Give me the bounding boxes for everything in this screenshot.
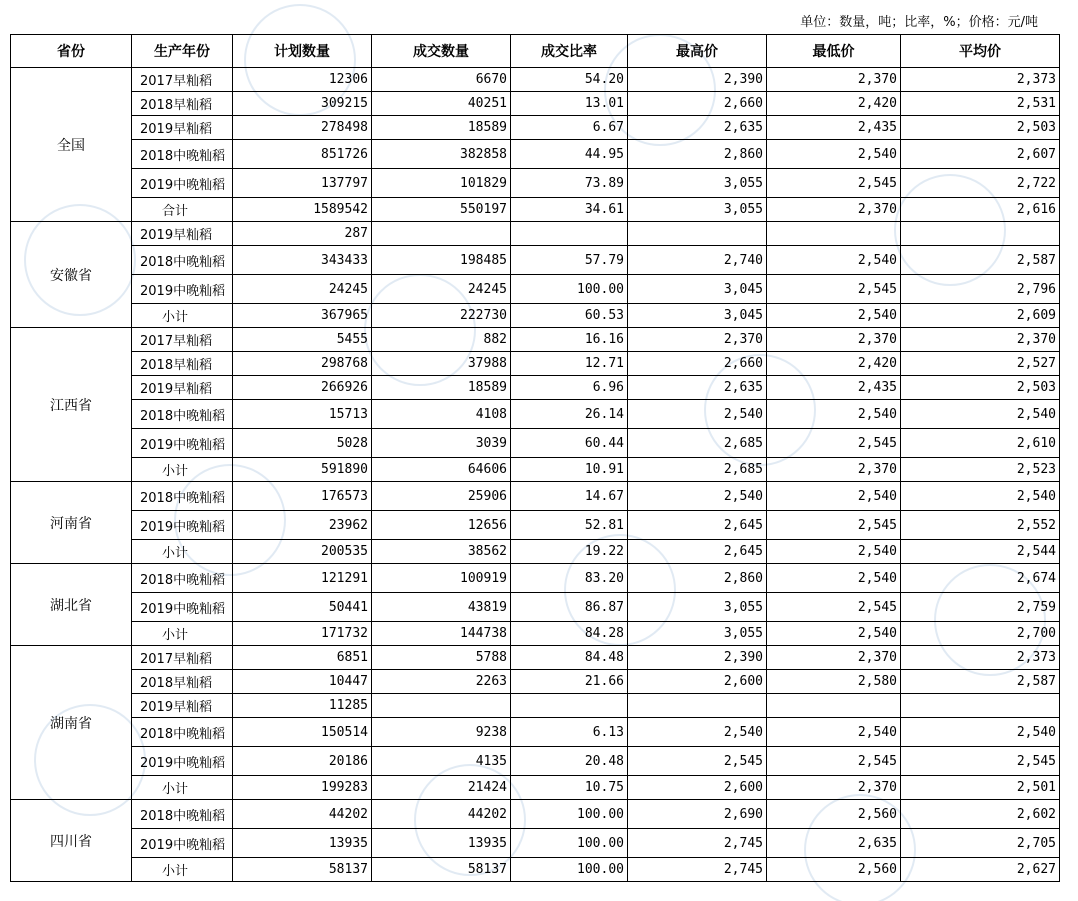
province-cell: 四川省: [11, 800, 132, 882]
highest-price-cell: 3,045: [628, 304, 767, 328]
deal-quantity-cell: 101829: [372, 169, 511, 198]
production-year-cell: 2019中晚籼稻: [132, 169, 233, 198]
lowest-price-cell: 2,540: [767, 304, 901, 328]
province-cell: 安徽省: [11, 222, 132, 328]
highest-price-cell: 2,390: [628, 68, 767, 92]
planned-quantity-cell: 24245: [233, 275, 372, 304]
highest-price-cell: 3,055: [628, 169, 767, 198]
planned-quantity-cell: 58137: [233, 858, 372, 882]
deal-quantity-cell: 58137: [372, 858, 511, 882]
unit-note: 单位：数量，吨；比率，%；价格：元/吨: [800, 15, 1038, 30]
table-row: [11, 116, 1060, 140]
deal-quantity-cell: 12656: [372, 511, 511, 540]
production-year-cell: 小计: [132, 540, 233, 564]
deal-ratio-cell: 100.00: [511, 800, 628, 829]
deal-ratio-cell: 84.48: [511, 646, 628, 670]
planned-quantity-cell: 23962: [233, 511, 372, 540]
table-row: [11, 646, 1060, 670]
highest-price-cell: 2,545: [628, 747, 767, 776]
lowest-price-cell: 2,580: [767, 670, 901, 694]
average-price-cell: 2,796: [901, 275, 1060, 304]
deal-quantity-cell: 5788: [372, 646, 511, 670]
planned-quantity-cell: 12306: [233, 68, 372, 92]
planned-quantity-cell: 6851: [233, 646, 372, 670]
average-price-cell: 2,503: [901, 376, 1060, 400]
planned-quantity-cell: 298768: [233, 352, 372, 376]
production-year-cell: 2018中晚籼稻: [132, 246, 233, 275]
planned-quantity-cell: 171732: [233, 622, 372, 646]
highest-price-cell: 3,055: [628, 593, 767, 622]
subtotal-row: [11, 540, 1060, 564]
deal-ratio-cell: 16.16: [511, 328, 628, 352]
average-price-cell: 2,610: [901, 429, 1060, 458]
auction-results-table: [10, 34, 1060, 882]
deal-ratio-cell: 86.87: [511, 593, 628, 622]
header-deal-ratio: 成交比率: [511, 35, 628, 68]
average-price-cell: [901, 694, 1060, 718]
subtotal-row: [11, 458, 1060, 482]
lowest-price-cell: 2,540: [767, 140, 901, 169]
deal-quantity-cell: 144738: [372, 622, 511, 646]
production-year-cell: 2018中晚籼稻: [132, 800, 233, 829]
lowest-price-cell: [767, 694, 901, 718]
production-year-cell: 2017早籼稻: [132, 328, 233, 352]
table-row: [11, 92, 1060, 116]
highest-price-cell: 2,645: [628, 511, 767, 540]
lowest-price-cell: 2,540: [767, 246, 901, 275]
average-price-cell: 2,545: [901, 747, 1060, 776]
lowest-price-cell: 2,540: [767, 482, 901, 511]
header-production-year: 生产年份: [132, 35, 233, 68]
production-year-cell: 2018早籼稻: [132, 352, 233, 376]
average-price-cell: 2,705: [901, 829, 1060, 858]
table-row: [11, 328, 1060, 352]
table-row: [11, 169, 1060, 198]
deal-ratio-cell: 34.61: [511, 198, 628, 222]
average-price-cell: 2,540: [901, 482, 1060, 511]
production-year-cell: 2019早籼稻: [132, 694, 233, 718]
highest-price-cell: 2,740: [628, 246, 767, 275]
table-row: [11, 593, 1060, 622]
deal-ratio-cell: 44.95: [511, 140, 628, 169]
lowest-price-cell: 2,420: [767, 352, 901, 376]
planned-quantity-cell: 5028: [233, 429, 372, 458]
average-price-cell: 2,540: [901, 718, 1060, 747]
lowest-price-cell: 2,435: [767, 376, 901, 400]
table-row: [11, 376, 1060, 400]
deal-quantity-cell: 18589: [372, 116, 511, 140]
lowest-price-cell: 2,545: [767, 747, 901, 776]
average-price-cell: 2,501: [901, 776, 1060, 800]
header-province: 省份: [11, 35, 132, 68]
average-price-cell: 2,540: [901, 400, 1060, 429]
planned-quantity-cell: 10447: [233, 670, 372, 694]
average-price-cell: 2,552: [901, 511, 1060, 540]
production-year-cell: 2018早籼稻: [132, 670, 233, 694]
province-cell: 湖南省: [11, 646, 132, 800]
lowest-price-cell: 2,370: [767, 646, 901, 670]
average-price-cell: 2,674: [901, 564, 1060, 593]
production-year-cell: 2019中晚籼稻: [132, 275, 233, 304]
deal-ratio-cell: 100.00: [511, 858, 628, 882]
highest-price-cell: 2,540: [628, 482, 767, 511]
lowest-price-cell: 2,370: [767, 328, 901, 352]
deal-quantity-cell: 882: [372, 328, 511, 352]
planned-quantity-cell: 591890: [233, 458, 372, 482]
lowest-price-cell: 2,540: [767, 540, 901, 564]
production-year-cell: 2019早籼稻: [132, 376, 233, 400]
production-year-cell: 合计: [132, 198, 233, 222]
deal-quantity-cell: 4108: [372, 400, 511, 429]
deal-ratio-cell: 100.00: [511, 829, 628, 858]
deal-quantity-cell: [372, 694, 511, 718]
deal-ratio-cell: 14.67: [511, 482, 628, 511]
planned-quantity-cell: 200535: [233, 540, 372, 564]
highest-price-cell: 2,685: [628, 429, 767, 458]
production-year-cell: 2018中晚籼稻: [132, 564, 233, 593]
header-highest-price: 最高价: [628, 35, 767, 68]
deal-quantity-cell: [372, 222, 511, 246]
highest-price-cell: 2,860: [628, 564, 767, 593]
average-price-cell: 2,527: [901, 352, 1060, 376]
lowest-price-cell: 2,560: [767, 800, 901, 829]
planned-quantity-cell: 309215: [233, 92, 372, 116]
highest-price-cell: 2,660: [628, 92, 767, 116]
production-year-cell: 2017早籼稻: [132, 646, 233, 670]
deal-ratio-cell: 84.28: [511, 622, 628, 646]
highest-price-cell: 2,645: [628, 540, 767, 564]
average-price-cell: 2,759: [901, 593, 1060, 622]
average-price-cell: 2,607: [901, 140, 1060, 169]
deal-quantity-cell: 40251: [372, 92, 511, 116]
production-year-cell: 2019中晚籼稻: [132, 593, 233, 622]
average-price-cell: 2,373: [901, 68, 1060, 92]
lowest-price-cell: 2,540: [767, 400, 901, 429]
deal-quantity-cell: 100919: [372, 564, 511, 593]
planned-quantity-cell: 44202: [233, 800, 372, 829]
planned-quantity-cell: 851726: [233, 140, 372, 169]
lowest-price-cell: 2,540: [767, 718, 901, 747]
planned-quantity-cell: 1589542: [233, 198, 372, 222]
deal-quantity-cell: 6670: [372, 68, 511, 92]
highest-price-cell: [628, 694, 767, 718]
deal-ratio-cell: 6.67: [511, 116, 628, 140]
production-year-cell: 2017早籼稻: [132, 68, 233, 92]
deal-quantity-cell: 3039: [372, 429, 511, 458]
lowest-price-cell: 2,435: [767, 116, 901, 140]
deal-quantity-cell: 382858: [372, 140, 511, 169]
average-price-cell: [901, 222, 1060, 246]
production-year-cell: 2018中晚籼稻: [132, 718, 233, 747]
deal-ratio-cell: 6.13: [511, 718, 628, 747]
planned-quantity-cell: 176573: [233, 482, 372, 511]
lowest-price-cell: 2,545: [767, 169, 901, 198]
lowest-price-cell: 2,370: [767, 198, 901, 222]
production-year-cell: 2019早籼稻: [132, 222, 233, 246]
subtotal-row: [11, 858, 1060, 882]
deal-ratio-cell: 83.20: [511, 564, 628, 593]
deal-quantity-cell: 24245: [372, 275, 511, 304]
table-row: [11, 829, 1060, 858]
deal-quantity-cell: 222730: [372, 304, 511, 328]
header-deal-quantity: 成交数量: [372, 35, 511, 68]
highest-price-cell: 2,690: [628, 800, 767, 829]
province-cell: 河南省: [11, 482, 132, 564]
lowest-price-cell: 2,540: [767, 564, 901, 593]
planned-quantity-cell: 287: [233, 222, 372, 246]
province-cell: 湖北省: [11, 564, 132, 646]
deal-ratio-cell: 60.53: [511, 304, 628, 328]
average-price-cell: 2,544: [901, 540, 1060, 564]
deal-ratio-cell: 21.66: [511, 670, 628, 694]
deal-ratio-cell: 19.22: [511, 540, 628, 564]
production-year-cell: 2019中晚籼稻: [132, 429, 233, 458]
deal-ratio-cell: 10.75: [511, 776, 628, 800]
highest-price-cell: 2,540: [628, 400, 767, 429]
average-price-cell: 2,616: [901, 198, 1060, 222]
table-row: [11, 352, 1060, 376]
table-row: [11, 482, 1060, 511]
deal-ratio-cell: 57.79: [511, 246, 628, 275]
average-price-cell: 2,531: [901, 92, 1060, 116]
highest-price-cell: 3,045: [628, 275, 767, 304]
production-year-cell: 2019中晚籼稻: [132, 829, 233, 858]
deal-quantity-cell: 64606: [372, 458, 511, 482]
lowest-price-cell: [767, 222, 901, 246]
planned-quantity-cell: 11285: [233, 694, 372, 718]
lowest-price-cell: 2,370: [767, 458, 901, 482]
lowest-price-cell: 2,545: [767, 275, 901, 304]
production-year-cell: 2018中晚籼稻: [132, 400, 233, 429]
planned-quantity-cell: 5455: [233, 328, 372, 352]
subtotal-row: [11, 198, 1060, 222]
lowest-price-cell: 2,370: [767, 68, 901, 92]
deal-ratio-cell: 10.91: [511, 458, 628, 482]
deal-quantity-cell: 38562: [372, 540, 511, 564]
highest-price-cell: 2,660: [628, 352, 767, 376]
subtotal-row: [11, 776, 1060, 800]
highest-price-cell: 2,860: [628, 140, 767, 169]
deal-quantity-cell: 550197: [372, 198, 511, 222]
production-year-cell: 2018早籼稻: [132, 92, 233, 116]
production-year-cell: 小计: [132, 776, 233, 800]
header-lowest-price: 最低价: [767, 35, 901, 68]
deal-quantity-cell: 43819: [372, 593, 511, 622]
table-row: [11, 694, 1060, 718]
production-year-cell: 小计: [132, 458, 233, 482]
highest-price-cell: 3,055: [628, 198, 767, 222]
deal-quantity-cell: 18589: [372, 376, 511, 400]
average-price-cell: 2,602: [901, 800, 1060, 829]
average-price-cell: 2,587: [901, 670, 1060, 694]
planned-quantity-cell: 199283: [233, 776, 372, 800]
table-row: [11, 800, 1060, 829]
deal-ratio-cell: 6.96: [511, 376, 628, 400]
deal-quantity-cell: 198485: [372, 246, 511, 275]
production-year-cell: 2019中晚籼稻: [132, 747, 233, 776]
lowest-price-cell: 2,560: [767, 858, 901, 882]
highest-price-cell: 2,370: [628, 328, 767, 352]
deal-ratio-cell: 100.00: [511, 275, 628, 304]
deal-ratio-cell: 60.44: [511, 429, 628, 458]
deal-quantity-cell: 44202: [372, 800, 511, 829]
production-year-cell: 小计: [132, 622, 233, 646]
deal-ratio-cell: 13.01: [511, 92, 628, 116]
planned-quantity-cell: 20186: [233, 747, 372, 776]
deal-quantity-cell: 4135: [372, 747, 511, 776]
average-price-cell: 2,700: [901, 622, 1060, 646]
average-price-cell: 2,503: [901, 116, 1060, 140]
production-year-cell: 2018中晚籼稻: [132, 482, 233, 511]
planned-quantity-cell: 367965: [233, 304, 372, 328]
deal-ratio-cell: 12.71: [511, 352, 628, 376]
table-row: [11, 511, 1060, 540]
table-row: [11, 718, 1060, 747]
average-price-cell: 2,609: [901, 304, 1060, 328]
deal-quantity-cell: 13935: [372, 829, 511, 858]
average-price-cell: 2,523: [901, 458, 1060, 482]
planned-quantity-cell: 150514: [233, 718, 372, 747]
lowest-price-cell: 2,545: [767, 511, 901, 540]
production-year-cell: 小计: [132, 304, 233, 328]
subtotal-row: [11, 304, 1060, 328]
highest-price-cell: 2,685: [628, 458, 767, 482]
average-price-cell: 2,627: [901, 858, 1060, 882]
highest-price-cell: 2,600: [628, 670, 767, 694]
table-row: [11, 246, 1060, 275]
average-price-cell: 2,370: [901, 328, 1060, 352]
deal-quantity-cell: 21424: [372, 776, 511, 800]
planned-quantity-cell: 50441: [233, 593, 372, 622]
highest-price-cell: 2,540: [628, 718, 767, 747]
deal-quantity-cell: 37988: [372, 352, 511, 376]
planned-quantity-cell: 266926: [233, 376, 372, 400]
deal-ratio-cell: [511, 222, 628, 246]
highest-price-cell: 2,745: [628, 829, 767, 858]
highest-price-cell: 2,600: [628, 776, 767, 800]
deal-quantity-cell: 25906: [372, 482, 511, 511]
deal-quantity-cell: 2263: [372, 670, 511, 694]
subtotal-row: [11, 622, 1060, 646]
lowest-price-cell: 2,545: [767, 429, 901, 458]
lowest-price-cell: 2,545: [767, 593, 901, 622]
production-year-cell: 2019中晚籼稻: [132, 511, 233, 540]
table-row: [11, 670, 1060, 694]
deal-ratio-cell: 54.20: [511, 68, 628, 92]
highest-price-cell: 2,635: [628, 376, 767, 400]
deal-ratio-cell: [511, 694, 628, 718]
highest-price-cell: 3,055: [628, 622, 767, 646]
province-cell: 江西省: [11, 328, 132, 482]
deal-ratio-cell: 73.89: [511, 169, 628, 198]
table-row: [11, 564, 1060, 593]
lowest-price-cell: 2,635: [767, 829, 901, 858]
header-planned-quantity: 计划数量: [233, 35, 372, 68]
header-average-price: 平均价: [901, 35, 1060, 68]
production-year-cell: 小计: [132, 858, 233, 882]
province-cell: 全国: [11, 68, 132, 222]
highest-price-cell: 2,635: [628, 116, 767, 140]
deal-ratio-cell: 26.14: [511, 400, 628, 429]
lowest-price-cell: 2,420: [767, 92, 901, 116]
planned-quantity-cell: 137797: [233, 169, 372, 198]
average-price-cell: 2,373: [901, 646, 1060, 670]
table-row: [11, 222, 1060, 246]
planned-quantity-cell: 13935: [233, 829, 372, 858]
average-price-cell: 2,587: [901, 246, 1060, 275]
planned-quantity-cell: 121291: [233, 564, 372, 593]
lowest-price-cell: 2,370: [767, 776, 901, 800]
header-row: [11, 35, 1060, 68]
deal-quantity-cell: 9238: [372, 718, 511, 747]
highest-price-cell: [628, 222, 767, 246]
planned-quantity-cell: 343433: [233, 246, 372, 275]
table-row: [11, 140, 1060, 169]
table-row: [11, 275, 1060, 304]
planned-quantity-cell: 278498: [233, 116, 372, 140]
average-price-cell: 2,722: [901, 169, 1060, 198]
deal-ratio-cell: 20.48: [511, 747, 628, 776]
deal-ratio-cell: 52.81: [511, 511, 628, 540]
production-year-cell: 2019早籼稻: [132, 116, 233, 140]
table-row: [11, 747, 1060, 776]
table-row: [11, 429, 1060, 458]
table-row: [11, 400, 1060, 429]
lowest-price-cell: 2,540: [767, 622, 901, 646]
highest-price-cell: 2,745: [628, 858, 767, 882]
table-row: [11, 68, 1060, 92]
planned-quantity-cell: 15713: [233, 400, 372, 429]
highest-price-cell: 2,390: [628, 646, 767, 670]
production-year-cell: 2018中晚籼稻: [132, 140, 233, 169]
